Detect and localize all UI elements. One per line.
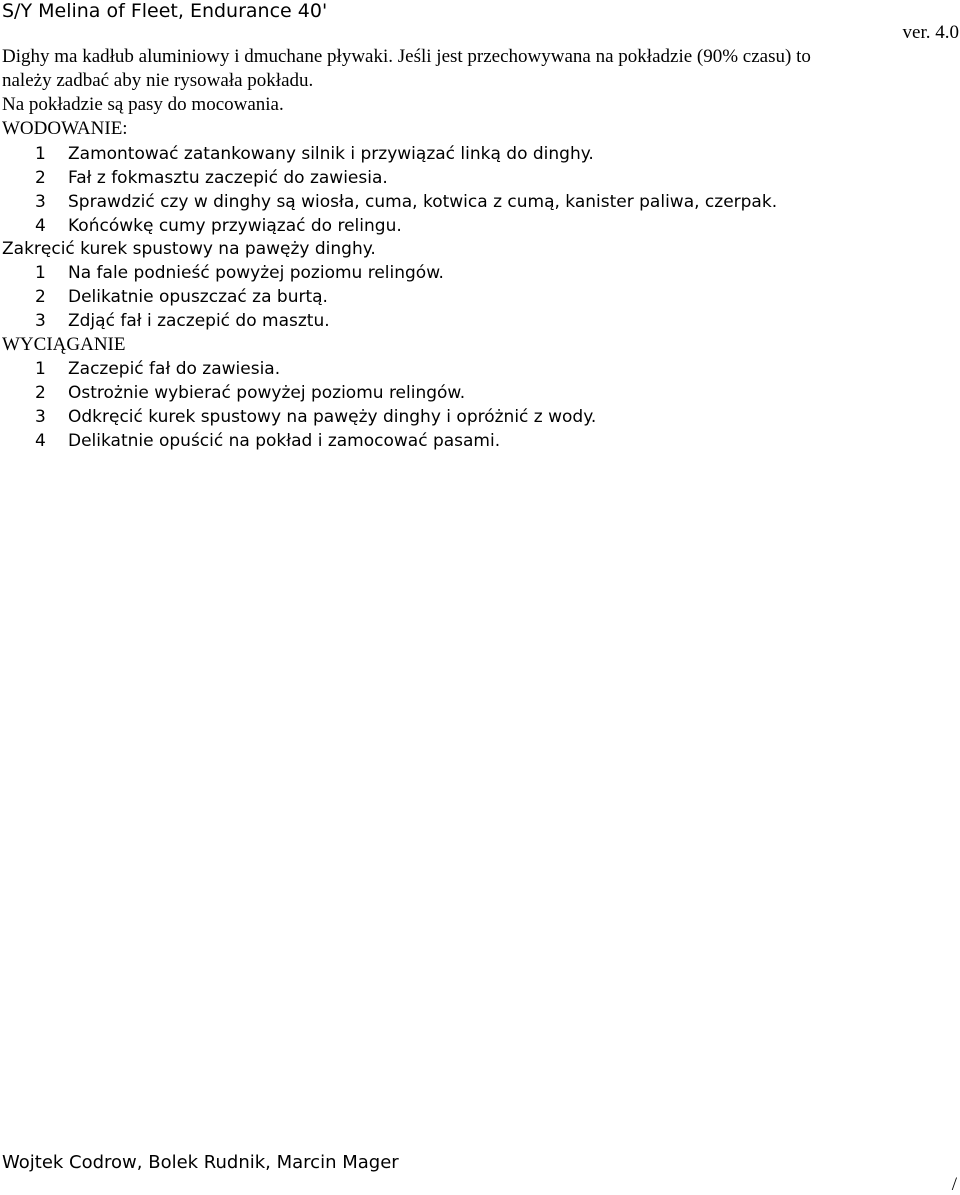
step-number: 2	[35, 168, 46, 188]
step-number: 1	[35, 359, 46, 379]
step-text: Delikatnie opuszczać za burtą.	[68, 287, 328, 307]
document-title: S/Y Melina of Fleet, Endurance 40'	[2, 0, 328, 22]
step-text: Sprawdzić czy w dinghy są wiosła, cuma, kotwica z cumą, kanister paliwa, czerpak.	[68, 192, 778, 212]
step-text: Delikatnie opuścić na pokład i zamocować pasami.	[68, 431, 501, 451]
step-number: 3	[35, 407, 46, 427]
step-text: Odkręcić kurek spustowy na pawęży dinghy i opróżnić z wody.	[68, 407, 597, 427]
step-text: Zamontować zatankowany silnik i przywiązać linką do dinghy.	[68, 144, 594, 164]
step-number: 1	[35, 263, 46, 283]
authors-footer: Wojtek Codrow, Bolek Rudnik, Marcin Mager	[2, 1152, 399, 1173]
page-marker: /	[951, 1174, 957, 1195]
note-text: Zakręcić kurek spustowy na pawęży dinghy.	[2, 239, 376, 259]
version-label: ver. 4.0	[902, 22, 959, 43]
step-number: 2	[35, 287, 46, 307]
step-number: 2	[35, 383, 46, 403]
step-number: 4	[35, 216, 46, 236]
step-text: Fał z fokmasztu zaczepić do zawiesia.	[68, 168, 388, 188]
intro-line: Na pokładzie są pasy do mocowania.	[2, 94, 284, 115]
step-text: Zaczepić fał do zawiesia.	[68, 359, 281, 379]
intro-line: należy zadbać aby nie rysowała pokładu.	[2, 70, 314, 91]
section-heading-launching: WODOWANIE:	[2, 118, 128, 139]
step-text: Na fale podnieść powyżej poziomu relingów.	[68, 263, 444, 283]
step-number: 3	[35, 311, 46, 331]
step-number: 1	[35, 144, 46, 164]
step-number: 3	[35, 192, 46, 212]
step-text: Ostrożnie wybierać powyżej poziomu relingów.	[68, 383, 466, 403]
step-number: 4	[35, 431, 46, 451]
step-text: Końcówkę cumy przywiązać do relingu.	[68, 216, 402, 236]
section-heading-retrieval: WYCIĄGANIE	[2, 334, 126, 355]
step-text: Zdjąć fał i zaczepić do masztu.	[68, 311, 330, 331]
intro-line: Dighy ma kadłub aluminiowy i dmuchane pływaki. Jeśli jest przechowywana na pokładzie (90% czasu) to	[2, 46, 811, 67]
